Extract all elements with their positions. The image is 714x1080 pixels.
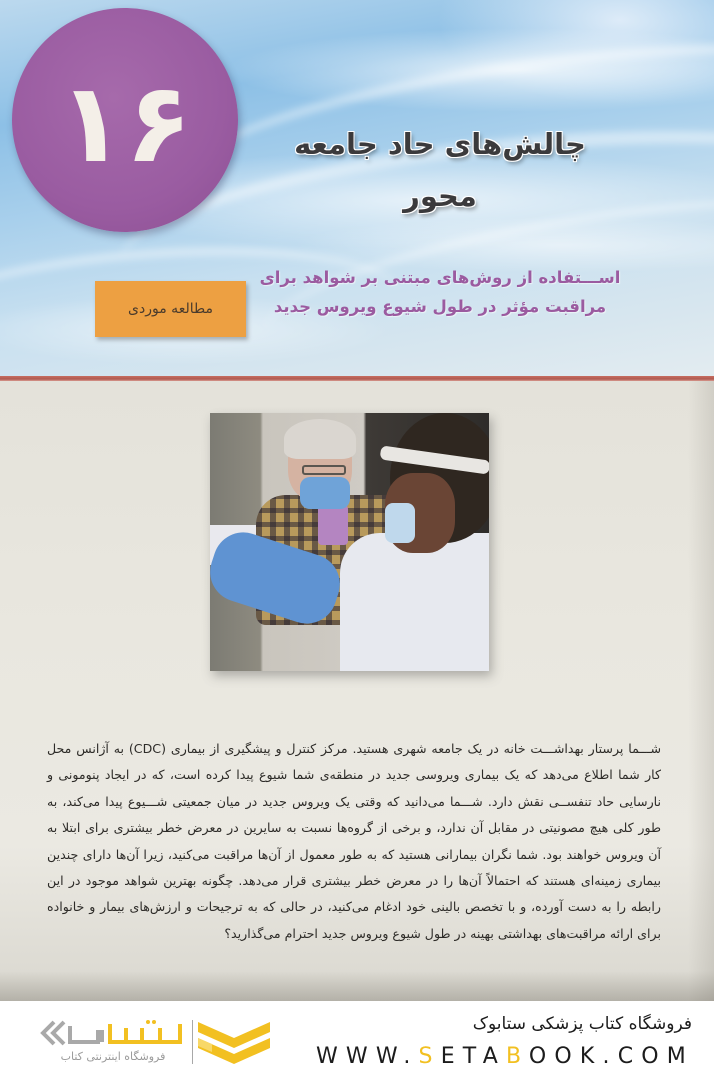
chapter-subtitle-line-1: اســـتفاده از روش‌های مبتنی بر شواهد برای xyxy=(259,268,621,287)
photo-patient-mask xyxy=(300,477,350,509)
page-edge-shadow xyxy=(688,381,714,1001)
setabook-chevron-logo xyxy=(198,1018,270,1066)
photo-patient-hair xyxy=(284,419,356,459)
url-highlight-b: B xyxy=(505,1044,529,1069)
store-name: فروشگاه کتاب پزشکی ستابوک xyxy=(472,1014,692,1034)
wordmark-icon xyxy=(40,1018,186,1048)
chapter-subtitle-line-2: مراقبت مؤثر در طول شیوع ویروس جدید xyxy=(273,297,607,316)
photo-patient-glasses xyxy=(302,465,346,475)
chapter-banner xyxy=(0,0,714,378)
case-study-paragraph: شـــما پرستار بهداشـــت خانه در یک جامعه شهری هستید. مرکز کنترل و پیشگیری از بیماری (CDC) به آژانس محل کار شما اطلاع می‌دهد که یک بیماری ویروسی جدید در منطقه‌ی شما شیوع پیدا کرده است، که در ایجاد پنومونی و نارسایی حاد تنفســی نقش دارد. شـــما می‌دانید که وقتی یک ویروس جدید در میان جمعیتی شـــیوع پیدا می‌کند، به طور کلی هیچ مصونیتی در مقابل آن ندارد، و برخی از گروه‌ها نسبت به سایرین در معرض خطر بیشتری برای ابتلا به آن ویروس خواهند بود. شما نگران بیمارانی هستید که به طور معمول از آن‌ها مراقبت می‌کنید، زیرا آن‌ها دارای چندین بیماری زمینه‌ای هستند که احتمالاً آن‌ها را در معرض خطر بیشتری قرار می‌دهد. چگونه بهترین شواهد موجود در این رابطه را به دست آورده، و با تخصص بالینی خود ادغام می‌کنید، در حالی که به ترجیحات و ارزش‌های بیمار و خانواده برای ارائه مراقبت‌های بهداشتی بهینه در طول شیوع ویروس جدید احترام می‌گذارید؟ xyxy=(47,741,661,941)
chapter-title xyxy=(290,118,590,222)
url-suffix: OOK.COM xyxy=(528,1044,694,1069)
url-eta: ETA xyxy=(440,1044,506,1069)
chapter-number-badge xyxy=(12,8,238,232)
chapter-title-line-2: محور xyxy=(403,179,477,213)
page-bottom-shadow xyxy=(0,971,714,1001)
store-url[interactable] xyxy=(316,1044,694,1069)
case-study-photo xyxy=(210,413,489,671)
chevron-logo-icon xyxy=(198,1018,270,1066)
setabook-wordmark-logo xyxy=(40,1018,186,1048)
photo-nurse-coat xyxy=(340,533,489,671)
photo-patient-tshirt xyxy=(318,505,348,545)
url-prefix: WWW. xyxy=(315,1044,419,1069)
setabook-tagline: فروشگاه اینترنتی کتاب xyxy=(60,1050,166,1063)
url-highlight-s: S xyxy=(418,1044,441,1069)
case-study-badge: مطالعه موردی xyxy=(95,281,246,337)
logo-separator xyxy=(192,1020,193,1064)
chapter-subtitle xyxy=(230,263,650,321)
photo-nurse-mask xyxy=(385,503,415,543)
chapter-number: ۱۶ xyxy=(57,59,193,187)
chapter-title-line-1: چالش‌های حاد جامعه xyxy=(294,127,586,161)
